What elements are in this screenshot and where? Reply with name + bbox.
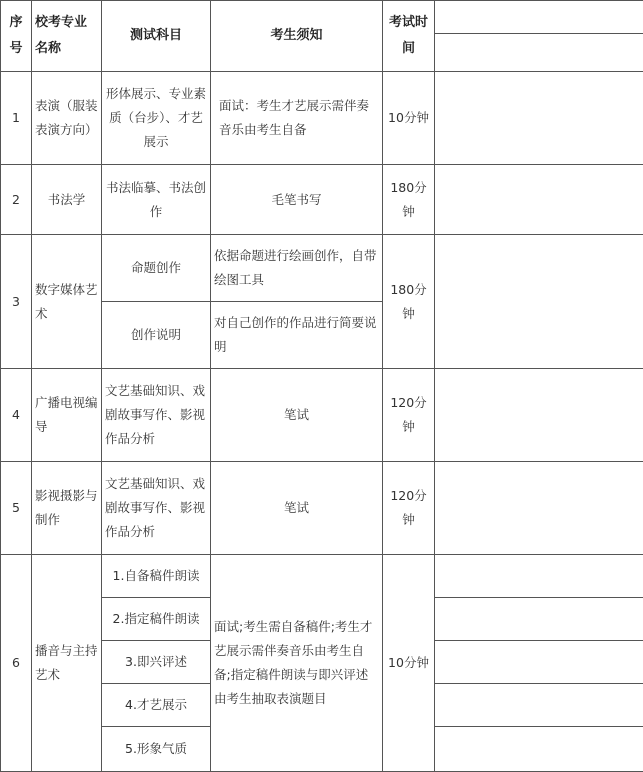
row-major: 广播电视编导: [32, 369, 102, 462]
row-duration: 180分钟: [383, 235, 435, 369]
row-seq: 2: [1, 165, 32, 235]
header-duration: 考试时间: [383, 1, 435, 72]
header-subject: 测试科目: [102, 1, 211, 72]
header-major: 校考专业名称: [32, 1, 102, 72]
row-major: 表演（服装表演方向）: [32, 72, 102, 165]
table-row: [1, 235, 643, 302]
row-seq: 5: [1, 462, 32, 555]
row-seq: 6: [1, 555, 32, 772]
row-major: 数字媒体艺术: [32, 235, 102, 369]
row-duration: 120分钟: [383, 462, 435, 555]
row-subject: 命题创作: [102, 235, 211, 302]
row-notice: 面试;考生需自备稿件;考生才艺展示需伴奏音乐由考生自备;指定稿件朗读与即兴评述由考生抽取表演题目: [211, 555, 383, 772]
blank-cell: [435, 369, 643, 462]
header-seq: 序号: [1, 1, 32, 72]
blank-cell: [435, 235, 643, 369]
row-duration: 120分钟: [383, 369, 435, 462]
blank-cell: [435, 598, 643, 641]
blank-cell: [435, 684, 643, 727]
row-notice: 笔试: [211, 462, 383, 555]
blank-cell: [435, 34, 643, 72]
table-row: [1, 165, 643, 235]
row-duration: 10分钟: [383, 72, 435, 165]
row-duration: 10分钟: [383, 555, 435, 772]
row-notice: 笔试: [211, 369, 383, 462]
blank-cell: [435, 641, 643, 684]
row-notice: 依据命题进行绘画创作，自带绘图工具: [211, 235, 383, 302]
blank-cell: [435, 727, 643, 772]
blank-cell: [435, 555, 643, 598]
table-row: [1, 555, 643, 598]
table-header-row: [1, 1, 643, 34]
row-subject: 创作说明: [102, 302, 211, 369]
row-notice: 对自己创作的作品进行简要说明: [211, 302, 383, 369]
row-seq: 4: [1, 369, 32, 462]
row-subject: 3.即兴评述: [102, 641, 211, 684]
row-major: 影视摄影与制作: [32, 462, 102, 555]
blank-cell: [435, 165, 643, 235]
row-subject: 2.指定稿件朗读: [102, 598, 211, 641]
row-subject: 形体展示、专业素质（台步）、才艺展示: [102, 72, 211, 165]
blank-cell: [435, 72, 643, 165]
row-subject: 文艺基础知识、戏剧故事写作、影视作品分析: [102, 462, 211, 555]
row-major: 书法学: [32, 165, 102, 235]
blank-cell: [435, 462, 643, 555]
row-subject: 书法临摹、书法创作: [102, 165, 211, 235]
row-notice: 毛笔书写: [211, 165, 383, 235]
header-notice: 考生须知: [211, 1, 383, 72]
row-seq: 1: [1, 72, 32, 165]
row-duration: 180分钟: [383, 165, 435, 235]
row-major: 播音与主持艺术: [32, 555, 102, 772]
blank-cell: [435, 1, 643, 34]
table-row: [1, 462, 643, 555]
table-row: [1, 369, 643, 462]
row-subject: 5.形象气质: [102, 727, 211, 772]
row-subject: 1.自备稿件朗读: [102, 555, 211, 598]
row-subject: 文艺基础知识、戏剧故事写作、影视作品分析: [102, 369, 211, 462]
row-subject: 4.才艺展示: [102, 684, 211, 727]
row-notice: 面试：考生才艺展示需伴奏音乐由考生自备: [211, 72, 383, 165]
table-row: [1, 72, 643, 165]
row-seq: 3: [1, 235, 32, 369]
